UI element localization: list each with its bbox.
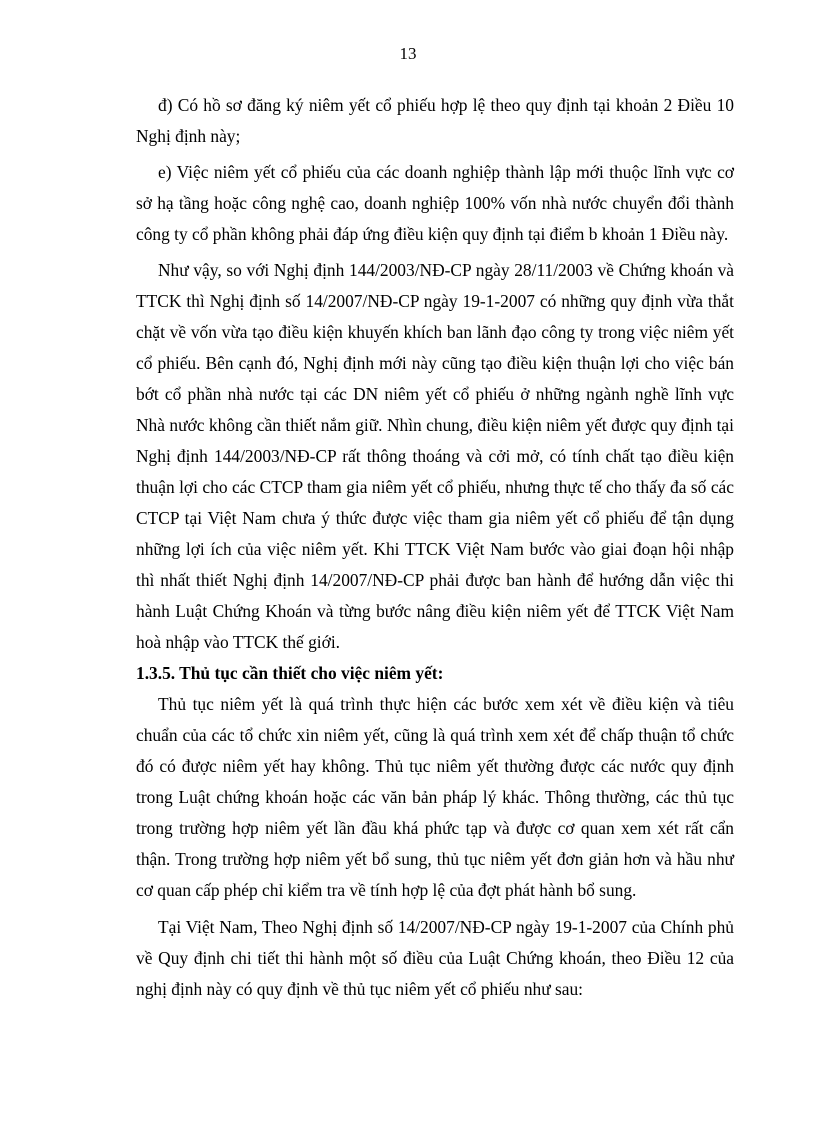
- paragraph-comparison: Như vậy, so với Nghị định 144/2003/NĐ-CP ngày 28/11/2003 về Chứng khoán và TTCK thì Nghị định số 14/2007/NĐ-CP ngày 19-1-2007 có những quy định vừa thắt chặt về vốn vừa tạo điều kiện khuyến khích ban lãnh đạo công ty trong việc niêm yết cổ phiếu. Bên cạnh đó, Nghị định mới này cũng tạo điều kiện thuận lợi cho việc bán bớt cổ phần nhà nước tại các DN niêm yết cổ phiếu ở những ngành nghề lĩnh vực Nhà nước không cần thiết nắm giữ. Nhìn chung, điều kiện niêm yết được quy định tại Nghị định 144/2003/NĐ-CP rất thông thoáng và cởi mở, có tính chất tạo điều kiện thuận lợi cho các CTCP tham gia niêm yết cổ phiếu, nhưng thực tế cho thấy đa số các CTCP tại Việt Nam chưa ý thức được việc tham gia niêm yết cổ phiếu để tận dụng những lợi ích của việc niêm yết. Khi TTCK Việt Nam bước vào giai đoạn hội nhập thì nhất thiết Nghị định 14/2007/NĐ-CP phải được ban hành để hướng dẫn việc thi hành Luật Chứng Khoán và từng bước nâng điều kiện niêm yết để TTCK Việt Nam hoà nhập vào TTCK thế giới.: [136, 260, 734, 652]
- paragraph-vietnam-decree: Tại Việt Nam, Theo Nghị định số 14/2007/NĐ-CP ngày 19-1-2007 của Chính phủ về Quy định chi tiết thi hành một số điều của Luật Chứng khoán, theo Điều 12 của nghị định này có quy định về thủ tục niêm yết cổ phiếu như sau:: [136, 917, 734, 999]
- section-heading: 1.3.5. Thủ tục cần thiết cho việc niêm yết:: [136, 663, 444, 683]
- page-number: 13: [399, 44, 417, 63]
- paragraph-item-e: e) Việc niêm yết cổ phiếu của các doanh nghiệp thành lập mới thuộc lĩnh vực cơ sở hạ tầng hoặc công nghệ cao, doanh nghiệp 100% vốn nhà nước chuyển đổi thành công ty cổ phần không phải đáp ứng điều kiện quy định tại điểm b khoản 1 Điều này.: [136, 162, 734, 244]
- paragraph-item-d: đ) Có hồ sơ đăng ký niêm yết cổ phiếu hợp lệ theo quy định tại khoản 2 Điều 10 Nghị định này;: [136, 95, 734, 146]
- paragraph-listing-procedure: Thủ tục niêm yết là quá trình thực hiện các bước xem xét về điều kiện và tiêu chuẩn của các tổ chức xin niêm yết, cũng là quá trình xem xét để chấp thuận tổ chức đó có được niêm yết hay không. Thủ tục niêm yết thường được các nước quy định trong Luật chứng khoán hoặc các văn bản pháp lý khác. Thông thường, các thủ tục trong trường hợp niêm yết lần đầu khá phức tạp và được cơ quan xem xét rất cẩn thận. Trong trường hợp niêm yết bổ sung, thủ tục niêm yết đơn giản hơn và hầu như cơ quan cấp phép chỉ kiểm tra về tính hợp lệ của đợt phát hành bổ sung.: [136, 694, 734, 900]
- document-body: [136, 90, 734, 1005]
